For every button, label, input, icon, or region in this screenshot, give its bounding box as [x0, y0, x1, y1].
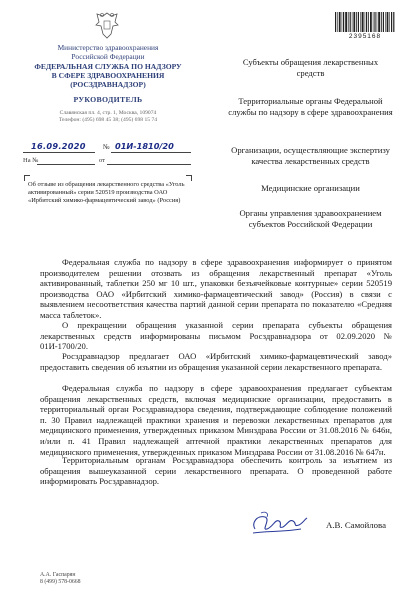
ministry-name: Министерство здравоохранения Российской Федерации: [57, 43, 159, 61]
body-paragraph-4: Федеральная служба по надзору в сфере здравоохранения предлагает субъектам обращения лекарственных средств, включая медицинские организации, предоставить в территориальный орган Росздравнадзора сведения, подтверждающие соблюдение положений п. 30 Правил надлежащей практики хранения и перевозки лекарственных препаратов для медицинского применения, утвержденных приказом Минздрава России от 31.08.2016 № 646н, и/или п. 41 Правил надлежащей аптечной практики лекарственных препаратов для медицинского применения, утвержденных приказом Минздрава России от 31.08.2016 № 647н.: [40, 383, 392, 457]
body-paragraph-1: Федеральная служба по надзору в сфере здравоохранения информирует о принятом производителем решении отозвать из обращения лекарственный препарат «Уголь активированный, таблетки 250 мг 10 шт., упаковки безъячейковые контурные» серии 520519 производства ОАО «Ирбитский химико-фармацевтический завод» (Россия) в связи с выявлением несоответствия качества партий данной серии препарата по показателю «Средняя масса таблеток».: [40, 257, 392, 320]
reference-label: На №: [23, 157, 39, 164]
subject-text: Об отзыве из обращения лекарственного средства «Уголь активированный» серии 520519 производства ОАО «Ирбитский химико-фармацевтический завод» (Россия): [28, 181, 185, 204]
reference-line: [23, 157, 191, 167]
addressee-5: Органы управления здравоохранением субъектов Российской Федерации: [239, 208, 382, 229]
reference-from-underline: [107, 164, 191, 165]
registration-number: 01И-1810/20: [115, 141, 174, 151]
reference-from-label: от: [99, 157, 106, 164]
number-underline: [111, 152, 191, 153]
executor-info: А.А. Гаспарян 8 (499) 578-0668: [40, 572, 81, 585]
letterhead-address: Славянская пл. 4, стр. 1, Москва, 109074 Телефон: (495) 698 45 38; (495) 698 15 74: [58, 110, 158, 123]
leader-title: РУКОВОДИТЕЛЬ: [73, 95, 143, 104]
date-underline: [23, 152, 95, 153]
barcode-image: [335, 12, 395, 32]
addressee-4: Медицинские организации: [261, 183, 360, 193]
barcode-number: 2395168: [348, 33, 382, 40]
reference-underline: [37, 164, 95, 165]
handwritten-signature: [247, 507, 309, 539]
body-paragraph-2: О прекращении обращения указанной серии препарата субъекты обращения лекарственных средств информированы письмом Росздравнадзора от 02.09.2020 № 01И-1700/20.: [40, 320, 392, 352]
service-name: ФЕДЕРАЛЬНАЯ СЛУЖБА ПО НАДЗОРУ В СФЕРЕ ЗДРАВООХРАНЕНИЯ (РОСЗДРАВНАДЗОР): [34, 62, 182, 89]
addressee-1: Субъекты обращения лекарственных средств: [242, 57, 379, 78]
registration-line: [23, 141, 191, 154]
body-paragraph-5: Территориальным органам Росздравнадзора обеспечить контроль за изъятием из обращения вышеуказанной серии лекарственного препарата. О проведенной работе информировать Росздравнадзор.: [40, 455, 392, 487]
number-label: №: [103, 143, 110, 151]
signatory-name: А.В. Самойлова: [326, 520, 386, 530]
registration-date: 16.09.2020: [31, 141, 86, 151]
coat-of-arms-emblem: [93, 10, 121, 40]
body-paragraph-3: Росздравнадзор предлагает ОАО «Ирбитский химико-фармацевтический завод» предоставить сведения об изъятии из обращения указанной серии лекарственного препарата.: [40, 351, 392, 372]
addressee-3: Организации, осуществляющие экспертизу качества лекарственных средств: [231, 145, 390, 166]
addressee-2: Территориальные органы Федеральной службы по надзору в сфере здравоохранения: [228, 96, 393, 117]
